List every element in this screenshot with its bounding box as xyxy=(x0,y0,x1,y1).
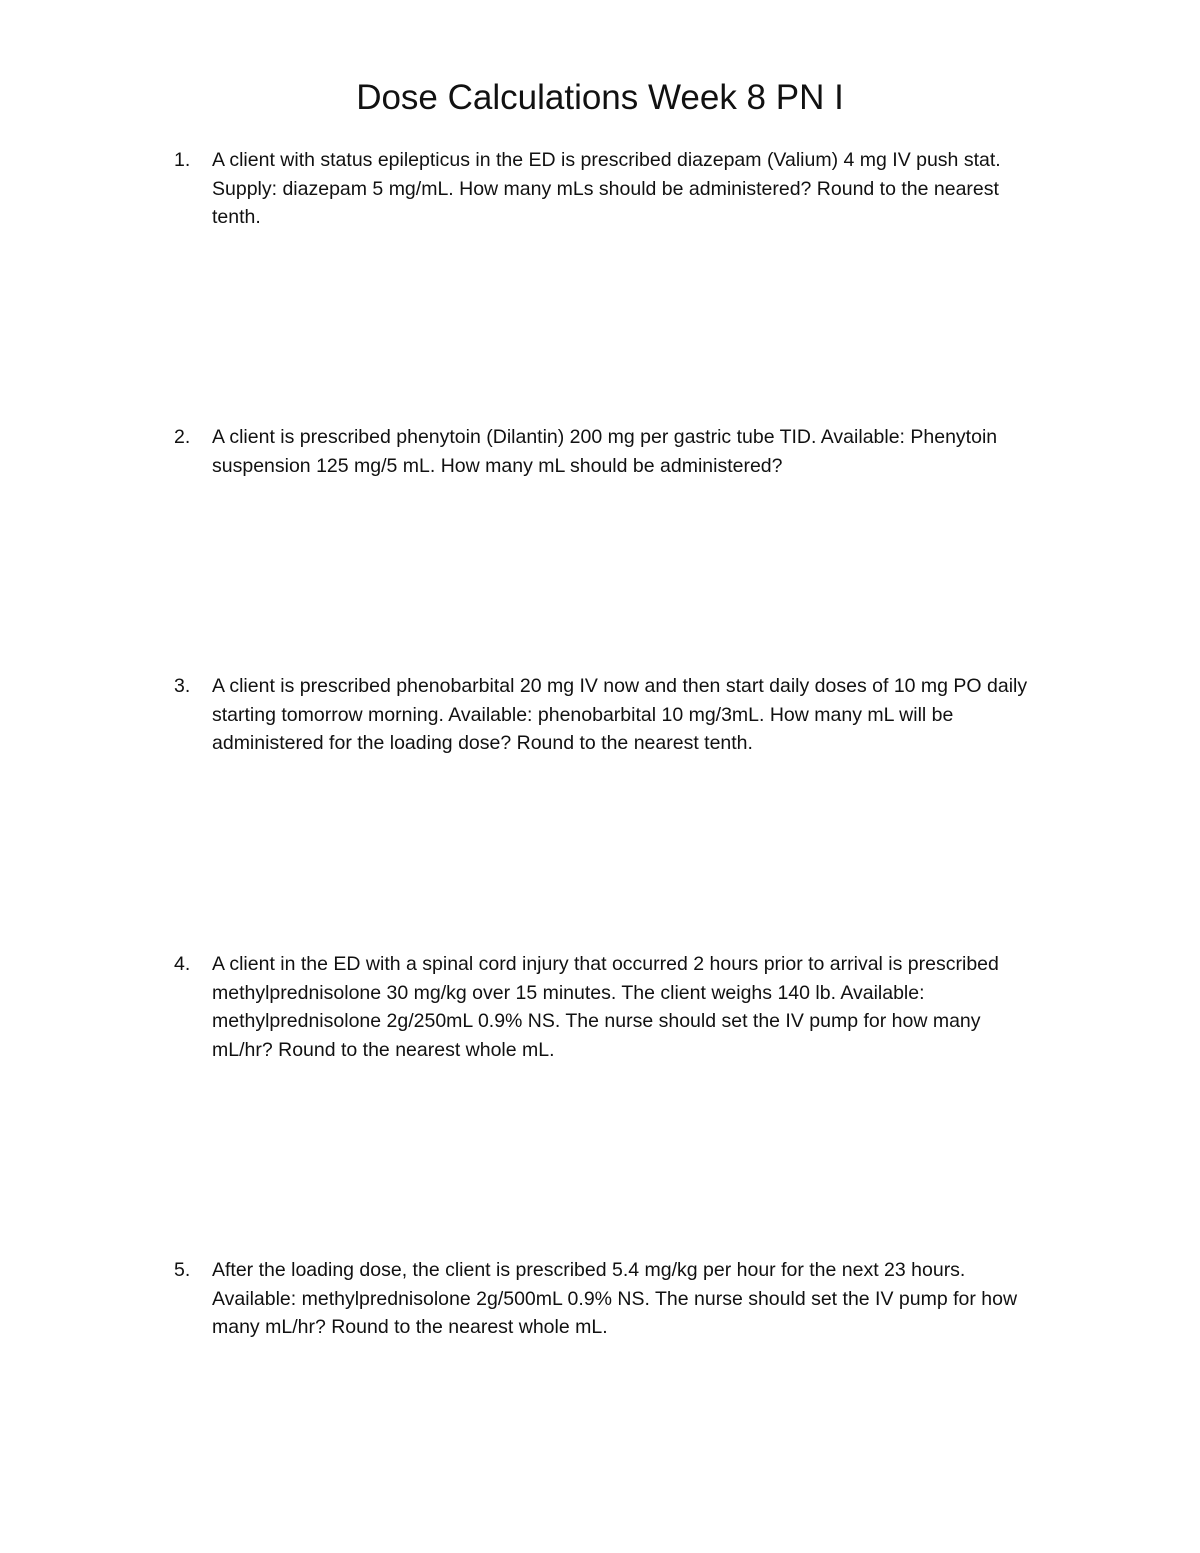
question-item xyxy=(174,146,1044,232)
question-text: After the loading dose, the client is prescribed 5.4 mg/kg per hour for the next 23 hours. Available: methylprednisolone 2g/500mL 0.9% NS. The nurse should set the IV pump for how many mL/hr? Round to the nearest whole mL. xyxy=(212,1259,1018,1339)
page-title: Dose Calculations Week 8 PN I xyxy=(356,78,844,117)
question-item xyxy=(174,423,1044,480)
question-text: A client in the ED with a spinal cord injury that occurred 2 hours prior to arrival is prescribed methylprednisolone 30 mg/kg over 15 minutes. The client weighs 140 lb. Available: methylprednisolone 2g/250mL 0.9% NS. The nurse should set the IV pump for how many mL/hr? Round to the nearest whole mL. xyxy=(212,953,999,1061)
question-number: 4. xyxy=(174,953,191,975)
question-item xyxy=(174,950,1044,1064)
question-text: A client with status epilepticus in the ED is prescribed diazepam (Valium) 4 mg IV push stat. Supply: diazepam 5 mg/mL. How many mLs should be administered? Round to the nearest tenth. xyxy=(212,149,1001,229)
question-item xyxy=(174,1256,1044,1342)
question-number: 1. xyxy=(174,149,191,171)
question-number: 5. xyxy=(174,1259,191,1281)
question-number: 3. xyxy=(174,675,191,697)
question-text: A client is prescribed phenobarbital 20 mg IV now and then start daily doses of 10 mg PO daily starting tomorrow morning. Available: phenobarbital 10 mg/3mL. How many mL will be administered for the loading dose? Round to the nearest tenth. xyxy=(212,675,1028,755)
question-text: A client is prescribed phenytoin (Dilantin) 200 mg per gastric tube TID. Available: Phenytoin suspension 125 mg/5 mL. How many mL should be administered? xyxy=(212,426,998,477)
question-number: 2. xyxy=(174,426,191,448)
question-item xyxy=(174,672,1044,758)
